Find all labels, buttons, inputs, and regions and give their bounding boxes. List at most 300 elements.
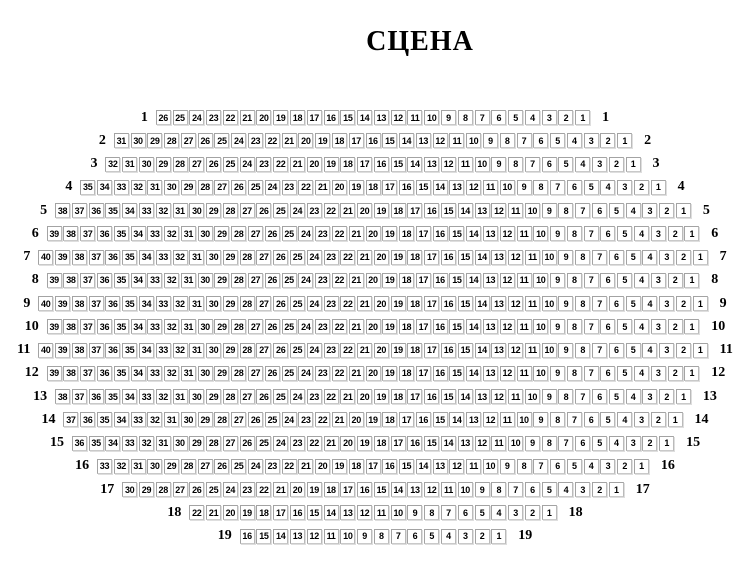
seat[interactable]: 13 bbox=[290, 529, 305, 544]
seat[interactable]: 27 bbox=[214, 180, 229, 195]
seat[interactable]: 30 bbox=[181, 412, 196, 427]
seat[interactable]: 35 bbox=[122, 296, 137, 311]
seat[interactable]: 30 bbox=[147, 459, 162, 474]
seat[interactable]: 12 bbox=[433, 133, 448, 148]
seat[interactable]: 1 bbox=[684, 226, 699, 241]
seat[interactable]: 30 bbox=[198, 366, 213, 381]
seat[interactable]: 22 bbox=[315, 412, 330, 427]
seat[interactable]: 6 bbox=[592, 389, 607, 404]
seat[interactable]: 19 bbox=[315, 133, 330, 148]
seat[interactable]: 17 bbox=[391, 436, 406, 451]
seat[interactable]: 24 bbox=[273, 436, 288, 451]
seat[interactable]: 8 bbox=[575, 296, 590, 311]
seat[interactable]: 13 bbox=[374, 110, 389, 125]
seat[interactable]: 3 bbox=[659, 296, 674, 311]
seat[interactable]: 31 bbox=[114, 133, 129, 148]
seat[interactable]: 20 bbox=[374, 250, 389, 265]
seat[interactable]: 13 bbox=[483, 366, 498, 381]
seat[interactable]: 10 bbox=[517, 412, 532, 427]
seat[interactable]: 15 bbox=[441, 203, 456, 218]
seat[interactable]: 24 bbox=[307, 296, 322, 311]
seat[interactable]: 31 bbox=[181, 226, 196, 241]
seat[interactable]: 2 bbox=[525, 505, 540, 520]
seat[interactable]: 33 bbox=[139, 389, 154, 404]
seat[interactable]: 10 bbox=[542, 250, 557, 265]
seat[interactable]: 26 bbox=[265, 319, 280, 334]
seat[interactable]: 20 bbox=[366, 226, 381, 241]
seat[interactable]: 17 bbox=[424, 296, 439, 311]
seat[interactable]: 5 bbox=[542, 482, 557, 497]
seat[interactable]: 34 bbox=[122, 203, 137, 218]
seat[interactable]: 5 bbox=[475, 505, 490, 520]
seat[interactable]: 10 bbox=[458, 482, 473, 497]
seat[interactable]: 6 bbox=[575, 436, 590, 451]
seat[interactable]: 12 bbox=[357, 505, 372, 520]
seat[interactable]: 1 bbox=[659, 436, 674, 451]
seat[interactable]: 12 bbox=[475, 436, 490, 451]
seat[interactable]: 15 bbox=[391, 157, 406, 172]
seat[interactable]: 40 bbox=[38, 250, 53, 265]
seat[interactable]: 2 bbox=[668, 226, 683, 241]
seat[interactable]: 15 bbox=[458, 343, 473, 358]
seat[interactable]: 33 bbox=[122, 436, 137, 451]
seat[interactable]: 22 bbox=[340, 250, 355, 265]
seat[interactable]: 11 bbox=[491, 436, 506, 451]
seat[interactable]: 8 bbox=[575, 250, 590, 265]
seat[interactable]: 20 bbox=[332, 180, 347, 195]
seat[interactable]: 16 bbox=[374, 157, 389, 172]
seat[interactable]: 24 bbox=[265, 180, 280, 195]
seat[interactable]: 4 bbox=[491, 505, 506, 520]
seat[interactable]: 27 bbox=[248, 273, 263, 288]
seat[interactable]: 21 bbox=[340, 203, 355, 218]
seat[interactable]: 31 bbox=[181, 319, 196, 334]
seat[interactable]: 13 bbox=[466, 412, 481, 427]
seat[interactable]: 17 bbox=[357, 157, 372, 172]
seat[interactable]: 29 bbox=[139, 482, 154, 497]
seat[interactable]: 21 bbox=[240, 110, 255, 125]
seat[interactable]: 10 bbox=[391, 505, 406, 520]
seat[interactable]: 37 bbox=[80, 273, 95, 288]
seat[interactable]: 15 bbox=[374, 482, 389, 497]
seat[interactable]: 25 bbox=[206, 482, 221, 497]
seat[interactable]: 36 bbox=[97, 319, 112, 334]
seat[interactable]: 30 bbox=[189, 389, 204, 404]
seat[interactable]: 8 bbox=[533, 180, 548, 195]
seat[interactable]: 28 bbox=[214, 412, 229, 427]
seat[interactable]: 16 bbox=[382, 459, 397, 474]
seat[interactable]: 35 bbox=[97, 412, 112, 427]
seat[interactable]: 11 bbox=[500, 412, 515, 427]
seat[interactable]: 8 bbox=[567, 226, 582, 241]
seat[interactable]: 11 bbox=[466, 459, 481, 474]
seat[interactable]: 36 bbox=[105, 296, 120, 311]
seat[interactable]: 4 bbox=[441, 529, 456, 544]
seat[interactable]: 21 bbox=[357, 343, 372, 358]
seat[interactable]: 5 bbox=[584, 180, 599, 195]
seat[interactable]: 14 bbox=[466, 226, 481, 241]
seat[interactable]: 35 bbox=[114, 366, 129, 381]
seat[interactable]: 18 bbox=[399, 366, 414, 381]
seat[interactable]: 17 bbox=[416, 319, 431, 334]
seat[interactable]: 13 bbox=[340, 505, 355, 520]
seat[interactable]: 35 bbox=[122, 343, 137, 358]
seat[interactable]: 33 bbox=[147, 366, 162, 381]
seat[interactable]: 16 bbox=[433, 319, 448, 334]
seat[interactable]: 7 bbox=[517, 133, 532, 148]
seat[interactable]: 9 bbox=[407, 505, 422, 520]
seat[interactable]: 6 bbox=[567, 180, 582, 195]
seat[interactable]: 28 bbox=[240, 343, 255, 358]
seat[interactable]: 7 bbox=[592, 343, 607, 358]
seat[interactable]: 23 bbox=[248, 133, 263, 148]
seat[interactable]: 27 bbox=[256, 250, 271, 265]
seat[interactable]: 7 bbox=[584, 273, 599, 288]
seat[interactable]: 13 bbox=[475, 389, 490, 404]
seat[interactable]: 20 bbox=[290, 482, 305, 497]
seat[interactable]: 22 bbox=[256, 482, 271, 497]
seat[interactable]: 21 bbox=[206, 505, 221, 520]
seat[interactable]: 1 bbox=[575, 110, 590, 125]
seat[interactable]: 25 bbox=[282, 319, 297, 334]
seat[interactable]: 23 bbox=[265, 459, 280, 474]
seat[interactable]: 8 bbox=[567, 273, 582, 288]
seat[interactable]: 25 bbox=[256, 436, 271, 451]
seat[interactable]: 5 bbox=[626, 296, 641, 311]
seat[interactable]: 26 bbox=[206, 157, 221, 172]
seat[interactable]: 1 bbox=[542, 505, 557, 520]
seat[interactable]: 23 bbox=[282, 180, 297, 195]
seat[interactable]: 31 bbox=[122, 157, 137, 172]
seat[interactable]: 31 bbox=[173, 389, 188, 404]
seat[interactable]: 8 bbox=[508, 157, 523, 172]
seat[interactable]: 36 bbox=[97, 366, 112, 381]
seat[interactable]: 24 bbox=[298, 319, 313, 334]
seat[interactable]: 3 bbox=[600, 459, 615, 474]
seat[interactable]: 34 bbox=[131, 273, 146, 288]
seat[interactable]: 11 bbox=[441, 482, 456, 497]
seat[interactable]: 12 bbox=[500, 226, 515, 241]
seat[interactable]: 33 bbox=[147, 319, 162, 334]
seat[interactable]: 17 bbox=[416, 226, 431, 241]
seat[interactable]: 31 bbox=[156, 436, 171, 451]
seat[interactable]: 22 bbox=[273, 157, 288, 172]
seat[interactable]: 1 bbox=[693, 296, 708, 311]
seat[interactable]: 27 bbox=[181, 133, 196, 148]
seat[interactable]: 34 bbox=[114, 412, 129, 427]
seat[interactable]: 4 bbox=[525, 110, 540, 125]
seat[interactable]: 29 bbox=[198, 412, 213, 427]
seat[interactable]: 31 bbox=[189, 296, 204, 311]
seat[interactable]: 7 bbox=[584, 319, 599, 334]
seat[interactable]: 14 bbox=[391, 482, 406, 497]
seat[interactable]: 24 bbox=[189, 110, 204, 125]
seat[interactable]: 24 bbox=[231, 133, 246, 148]
seat[interactable]: 40 bbox=[38, 343, 53, 358]
seat[interactable]: 27 bbox=[173, 482, 188, 497]
seat[interactable]: 27 bbox=[240, 203, 255, 218]
seat[interactable]: 11 bbox=[517, 366, 532, 381]
seat[interactable]: 33 bbox=[156, 296, 171, 311]
seat[interactable]: 21 bbox=[298, 459, 313, 474]
seat[interactable]: 37 bbox=[72, 203, 87, 218]
seat[interactable]: 15 bbox=[399, 459, 414, 474]
seat[interactable]: 9 bbox=[550, 319, 565, 334]
seat[interactable]: 10 bbox=[500, 180, 515, 195]
seat[interactable]: 16 bbox=[433, 273, 448, 288]
seat[interactable]: 10 bbox=[533, 366, 548, 381]
seat[interactable]: 21 bbox=[349, 226, 364, 241]
seat[interactable]: 18 bbox=[366, 180, 381, 195]
seat[interactable]: 18 bbox=[399, 273, 414, 288]
seat[interactable]: 26 bbox=[214, 459, 229, 474]
seat[interactable]: 18 bbox=[407, 250, 422, 265]
seat[interactable]: 32 bbox=[131, 180, 146, 195]
seat[interactable]: 29 bbox=[214, 273, 229, 288]
seat[interactable]: 26 bbox=[240, 436, 255, 451]
seat[interactable]: 28 bbox=[231, 319, 246, 334]
seat[interactable]: 10 bbox=[483, 459, 498, 474]
seat[interactable]: 18 bbox=[332, 133, 347, 148]
seat[interactable]: 16 bbox=[366, 133, 381, 148]
seat[interactable]: 37 bbox=[80, 366, 95, 381]
seat[interactable]: 28 bbox=[240, 250, 255, 265]
seat[interactable]: 5 bbox=[567, 459, 582, 474]
seat[interactable]: 16 bbox=[441, 250, 456, 265]
seat[interactable]: 7 bbox=[567, 412, 582, 427]
seat[interactable]: 8 bbox=[567, 366, 582, 381]
seat[interactable]: 9 bbox=[441, 110, 456, 125]
seat[interactable]: 25 bbox=[173, 110, 188, 125]
seat[interactable]: 32 bbox=[173, 250, 188, 265]
seat[interactable]: 8 bbox=[575, 343, 590, 358]
seat[interactable]: 22 bbox=[282, 459, 297, 474]
seat[interactable]: 4 bbox=[584, 459, 599, 474]
seat[interactable]: 26 bbox=[273, 250, 288, 265]
seat[interactable]: 28 bbox=[164, 133, 179, 148]
seat[interactable]: 17 bbox=[424, 250, 439, 265]
seat[interactable]: 22 bbox=[223, 110, 238, 125]
seat[interactable]: 37 bbox=[72, 389, 87, 404]
seat[interactable]: 25 bbox=[273, 389, 288, 404]
seat[interactable]: 35 bbox=[122, 250, 137, 265]
seat[interactable]: 18 bbox=[399, 319, 414, 334]
seat[interactable]: 10 bbox=[424, 110, 439, 125]
seat[interactable]: 14 bbox=[466, 319, 481, 334]
seat[interactable]: 31 bbox=[181, 273, 196, 288]
seat[interactable]: 32 bbox=[114, 459, 129, 474]
seat[interactable]: 22 bbox=[332, 366, 347, 381]
seat[interactable]: 3 bbox=[651, 366, 666, 381]
seat[interactable]: 17 bbox=[416, 273, 431, 288]
seat[interactable]: 10 bbox=[533, 273, 548, 288]
seat[interactable]: 13 bbox=[458, 436, 473, 451]
seat[interactable]: 15 bbox=[433, 412, 448, 427]
seat[interactable]: 27 bbox=[231, 412, 246, 427]
seat[interactable]: 2 bbox=[668, 273, 683, 288]
seat[interactable]: 33 bbox=[131, 412, 146, 427]
seat[interactable]: 22 bbox=[298, 180, 313, 195]
seat[interactable]: 5 bbox=[600, 412, 615, 427]
seat[interactable]: 2 bbox=[558, 110, 573, 125]
seat[interactable]: 18 bbox=[407, 343, 422, 358]
seat[interactable]: 10 bbox=[533, 319, 548, 334]
seat[interactable]: 27 bbox=[248, 319, 263, 334]
seat[interactable]: 5 bbox=[592, 436, 607, 451]
seat[interactable]: 32 bbox=[105, 157, 120, 172]
seat[interactable]: 20 bbox=[366, 319, 381, 334]
seat[interactable]: 15 bbox=[424, 436, 439, 451]
seat[interactable]: 7 bbox=[475, 110, 490, 125]
seat[interactable]: 29 bbox=[189, 436, 204, 451]
seat[interactable]: 36 bbox=[72, 436, 87, 451]
seat[interactable]: 9 bbox=[550, 366, 565, 381]
seat[interactable]: 16 bbox=[290, 505, 305, 520]
seat[interactable]: 16 bbox=[324, 110, 339, 125]
seat[interactable]: 22 bbox=[332, 226, 347, 241]
seat[interactable]: 38 bbox=[63, 226, 78, 241]
seat[interactable]: 18 bbox=[391, 389, 406, 404]
seat[interactable]: 17 bbox=[416, 366, 431, 381]
seat[interactable]: 25 bbox=[290, 343, 305, 358]
seat[interactable]: 4 bbox=[558, 482, 573, 497]
seat[interactable]: 8 bbox=[567, 319, 582, 334]
seat[interactable]: 21 bbox=[290, 157, 305, 172]
seat[interactable]: 3 bbox=[458, 529, 473, 544]
seat[interactable]: 7 bbox=[592, 250, 607, 265]
seat[interactable]: 17 bbox=[424, 343, 439, 358]
seat[interactable]: 4 bbox=[634, 273, 649, 288]
seat[interactable]: 12 bbox=[500, 366, 515, 381]
seat[interactable]: 16 bbox=[424, 203, 439, 218]
seat[interactable]: 23 bbox=[315, 226, 330, 241]
seat[interactable]: 14 bbox=[458, 389, 473, 404]
seat[interactable]: 20 bbox=[349, 412, 364, 427]
seat[interactable]: 1 bbox=[634, 459, 649, 474]
seat[interactable]: 8 bbox=[424, 505, 439, 520]
seat[interactable]: 6 bbox=[458, 505, 473, 520]
seat[interactable]: 12 bbox=[508, 250, 523, 265]
seat[interactable]: 19 bbox=[273, 110, 288, 125]
seat[interactable]: 28 bbox=[231, 366, 246, 381]
seat[interactable]: 8 bbox=[558, 389, 573, 404]
seat[interactable]: 15 bbox=[307, 505, 322, 520]
seat[interactable]: 39 bbox=[47, 226, 62, 241]
seat[interactable]: 28 bbox=[223, 203, 238, 218]
seat[interactable]: 10 bbox=[466, 133, 481, 148]
seat[interactable]: 25 bbox=[265, 412, 280, 427]
seat[interactable]: 18 bbox=[391, 203, 406, 218]
seat[interactable]: 33 bbox=[114, 180, 129, 195]
seat[interactable]: 9 bbox=[550, 273, 565, 288]
seat[interactable]: 34 bbox=[139, 343, 154, 358]
seat[interactable]: 23 bbox=[315, 366, 330, 381]
seat[interactable]: 20 bbox=[366, 273, 381, 288]
seat[interactable]: 31 bbox=[173, 203, 188, 218]
seat[interactable]: 26 bbox=[198, 133, 213, 148]
seat[interactable]: 19 bbox=[391, 296, 406, 311]
seat[interactable]: 24 bbox=[307, 250, 322, 265]
seat[interactable]: 3 bbox=[592, 157, 607, 172]
seat[interactable]: 1 bbox=[617, 133, 632, 148]
seat[interactable]: 32 bbox=[173, 296, 188, 311]
seat[interactable]: 34 bbox=[139, 296, 154, 311]
seat[interactable]: 22 bbox=[340, 296, 355, 311]
seat[interactable]: 19 bbox=[391, 250, 406, 265]
seat[interactable]: 29 bbox=[206, 203, 221, 218]
seat[interactable]: 9 bbox=[525, 436, 540, 451]
seat[interactable]: 12 bbox=[466, 180, 481, 195]
seat[interactable]: 2 bbox=[676, 343, 691, 358]
seat[interactable]: 22 bbox=[324, 203, 339, 218]
seat[interactable]: 19 bbox=[357, 436, 372, 451]
seat[interactable]: 15 bbox=[382, 133, 397, 148]
seat[interactable]: 25 bbox=[290, 250, 305, 265]
seat[interactable]: 18 bbox=[340, 157, 355, 172]
seat[interactable]: 18 bbox=[349, 459, 364, 474]
seat[interactable]: 12 bbox=[508, 296, 523, 311]
seat[interactable]: 39 bbox=[55, 296, 70, 311]
seat[interactable]: 23 bbox=[324, 250, 339, 265]
seat[interactable]: 30 bbox=[198, 273, 213, 288]
seat[interactable]: 37 bbox=[63, 412, 78, 427]
seat[interactable]: 10 bbox=[525, 203, 540, 218]
seat[interactable]: 34 bbox=[105, 436, 120, 451]
seat[interactable]: 29 bbox=[206, 389, 221, 404]
seat[interactable]: 7 bbox=[391, 529, 406, 544]
seat[interactable]: 35 bbox=[105, 203, 120, 218]
seat[interactable]: 32 bbox=[139, 436, 154, 451]
seat[interactable]: 20 bbox=[374, 343, 389, 358]
seat[interactable]: 2 bbox=[676, 296, 691, 311]
seat[interactable]: 24 bbox=[298, 273, 313, 288]
seat[interactable]: 14 bbox=[449, 412, 464, 427]
seat[interactable]: 11 bbox=[525, 343, 540, 358]
seat[interactable]: 1 bbox=[693, 343, 708, 358]
seat[interactable]: 9 bbox=[483, 133, 498, 148]
seat[interactable]: 2 bbox=[475, 529, 490, 544]
seat[interactable]: 26 bbox=[256, 203, 271, 218]
seat[interactable]: 2 bbox=[668, 319, 683, 334]
seat[interactable]: 19 bbox=[374, 203, 389, 218]
seat[interactable]: 27 bbox=[223, 436, 238, 451]
seat[interactable]: 5 bbox=[626, 343, 641, 358]
seat[interactable]: 30 bbox=[198, 319, 213, 334]
seat[interactable]: 4 bbox=[617, 412, 632, 427]
seat[interactable]: 3 bbox=[651, 226, 666, 241]
seat[interactable]: 16 bbox=[433, 226, 448, 241]
seat[interactable]: 9 bbox=[542, 389, 557, 404]
seat[interactable]: 10 bbox=[542, 296, 557, 311]
seat[interactable]: 25 bbox=[273, 203, 288, 218]
seat[interactable]: 26 bbox=[265, 226, 280, 241]
seat[interactable]: 3 bbox=[542, 110, 557, 125]
seat[interactable]: 14 bbox=[407, 157, 422, 172]
seat[interactable]: 8 bbox=[550, 412, 565, 427]
seat[interactable]: 26 bbox=[156, 110, 171, 125]
seat[interactable]: 22 bbox=[324, 389, 339, 404]
seat[interactable]: 19 bbox=[382, 319, 397, 334]
seat[interactable]: 20 bbox=[340, 436, 355, 451]
seat[interactable]: 21 bbox=[340, 389, 355, 404]
seat[interactable]: 23 bbox=[324, 296, 339, 311]
seat[interactable]: 30 bbox=[189, 203, 204, 218]
seat[interactable]: 3 bbox=[642, 389, 657, 404]
seat[interactable]: 17 bbox=[366, 459, 381, 474]
seat[interactable]: 2 bbox=[659, 389, 674, 404]
seat[interactable]: 38 bbox=[55, 389, 70, 404]
seat[interactable]: 13 bbox=[483, 273, 498, 288]
